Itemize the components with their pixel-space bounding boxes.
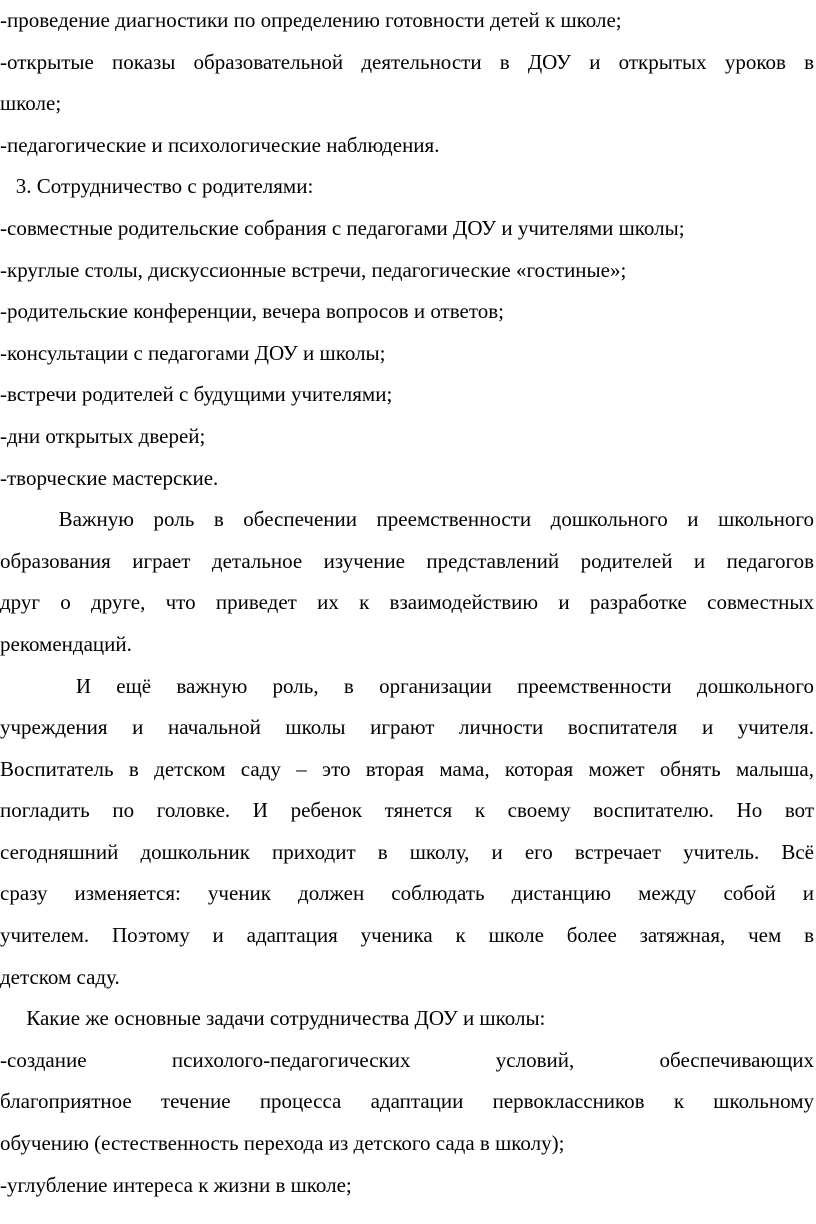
text-line: учителем. Поэтому и адаптация ученика к школе более затяжная, чем в [0, 923, 814, 948]
text-line: -углубление интереса к жизни в школе; [0, 1172, 352, 1197]
text-line: И ещё важную роль, в организации преемственности дошкольного [0, 673, 814, 698]
text-line: школе; [0, 91, 62, 116]
text-line: благоприятное течение процесса адаптации первоклассников к школьному [0, 1089, 814, 1114]
text-line: детском саду. [0, 964, 120, 989]
text-line: образования играет детальное изучение представлений родителей и педагогов [0, 548, 814, 573]
text-line: -круглые столы, дискуссионные встречи, педагогические «гостиные»; [0, 257, 627, 282]
text-line: -консультации с педагогами ДОУ и школы; [0, 340, 386, 365]
text-line: сразу изменяется: ученик должен соблюдать дистанцию между собой и [0, 881, 814, 906]
text-line: погладить по головке. И ребенок тянется к своему воспитателю. Но вот [0, 798, 814, 823]
text-line: -творческие мастерские. [0, 465, 219, 490]
text-line: Воспитатель в детском саду – это вторая мама, которая может обнять малыша, [0, 756, 814, 781]
section-heading: 3. Сотрудничество с родителями: [0, 174, 314, 199]
text-line: -дни открытых дверей; [0, 423, 206, 448]
text-line: -совместные родительские собрания с педагогами ДОУ и учителями школы; [0, 215, 685, 240]
section-heading: Какие же основные задачи сотрудничества ДОУ и школы: [0, 1006, 546, 1031]
text-line: обучению (естественность перехода из детского сада в школу); [0, 1131, 565, 1156]
text-line: сегодняшний дошкольник приходит в школу, и его встречает учитель. Всё [0, 839, 814, 864]
text-line: -проведение диагностики по определению готовности детей к школе; [0, 8, 622, 32]
text-line: -открытые показы образовательной деятельности в ДОУ и открытых уроков в [0, 49, 814, 74]
text-line: -создание психолого-педагогических условий, обеспечивающих [0, 1047, 814, 1072]
text-line: друг о друге, что приведет их к взаимодействию и разработке совместных [0, 590, 814, 615]
text-line: Важную роль в обеспечении преемственности дошкольного и школьного [0, 507, 814, 532]
text-line: -встречи родителей с будущими учителями; [0, 382, 393, 407]
text-line: учреждения и начальной школы играют личности воспитателя и учителя. [0, 715, 814, 740]
text-line: -родительские конференции, вечера вопросов и ответов; [0, 299, 504, 324]
text-line: -педагогические и психологические наблюдения. [0, 132, 440, 157]
text-line: рекомендаций. [0, 631, 132, 656]
